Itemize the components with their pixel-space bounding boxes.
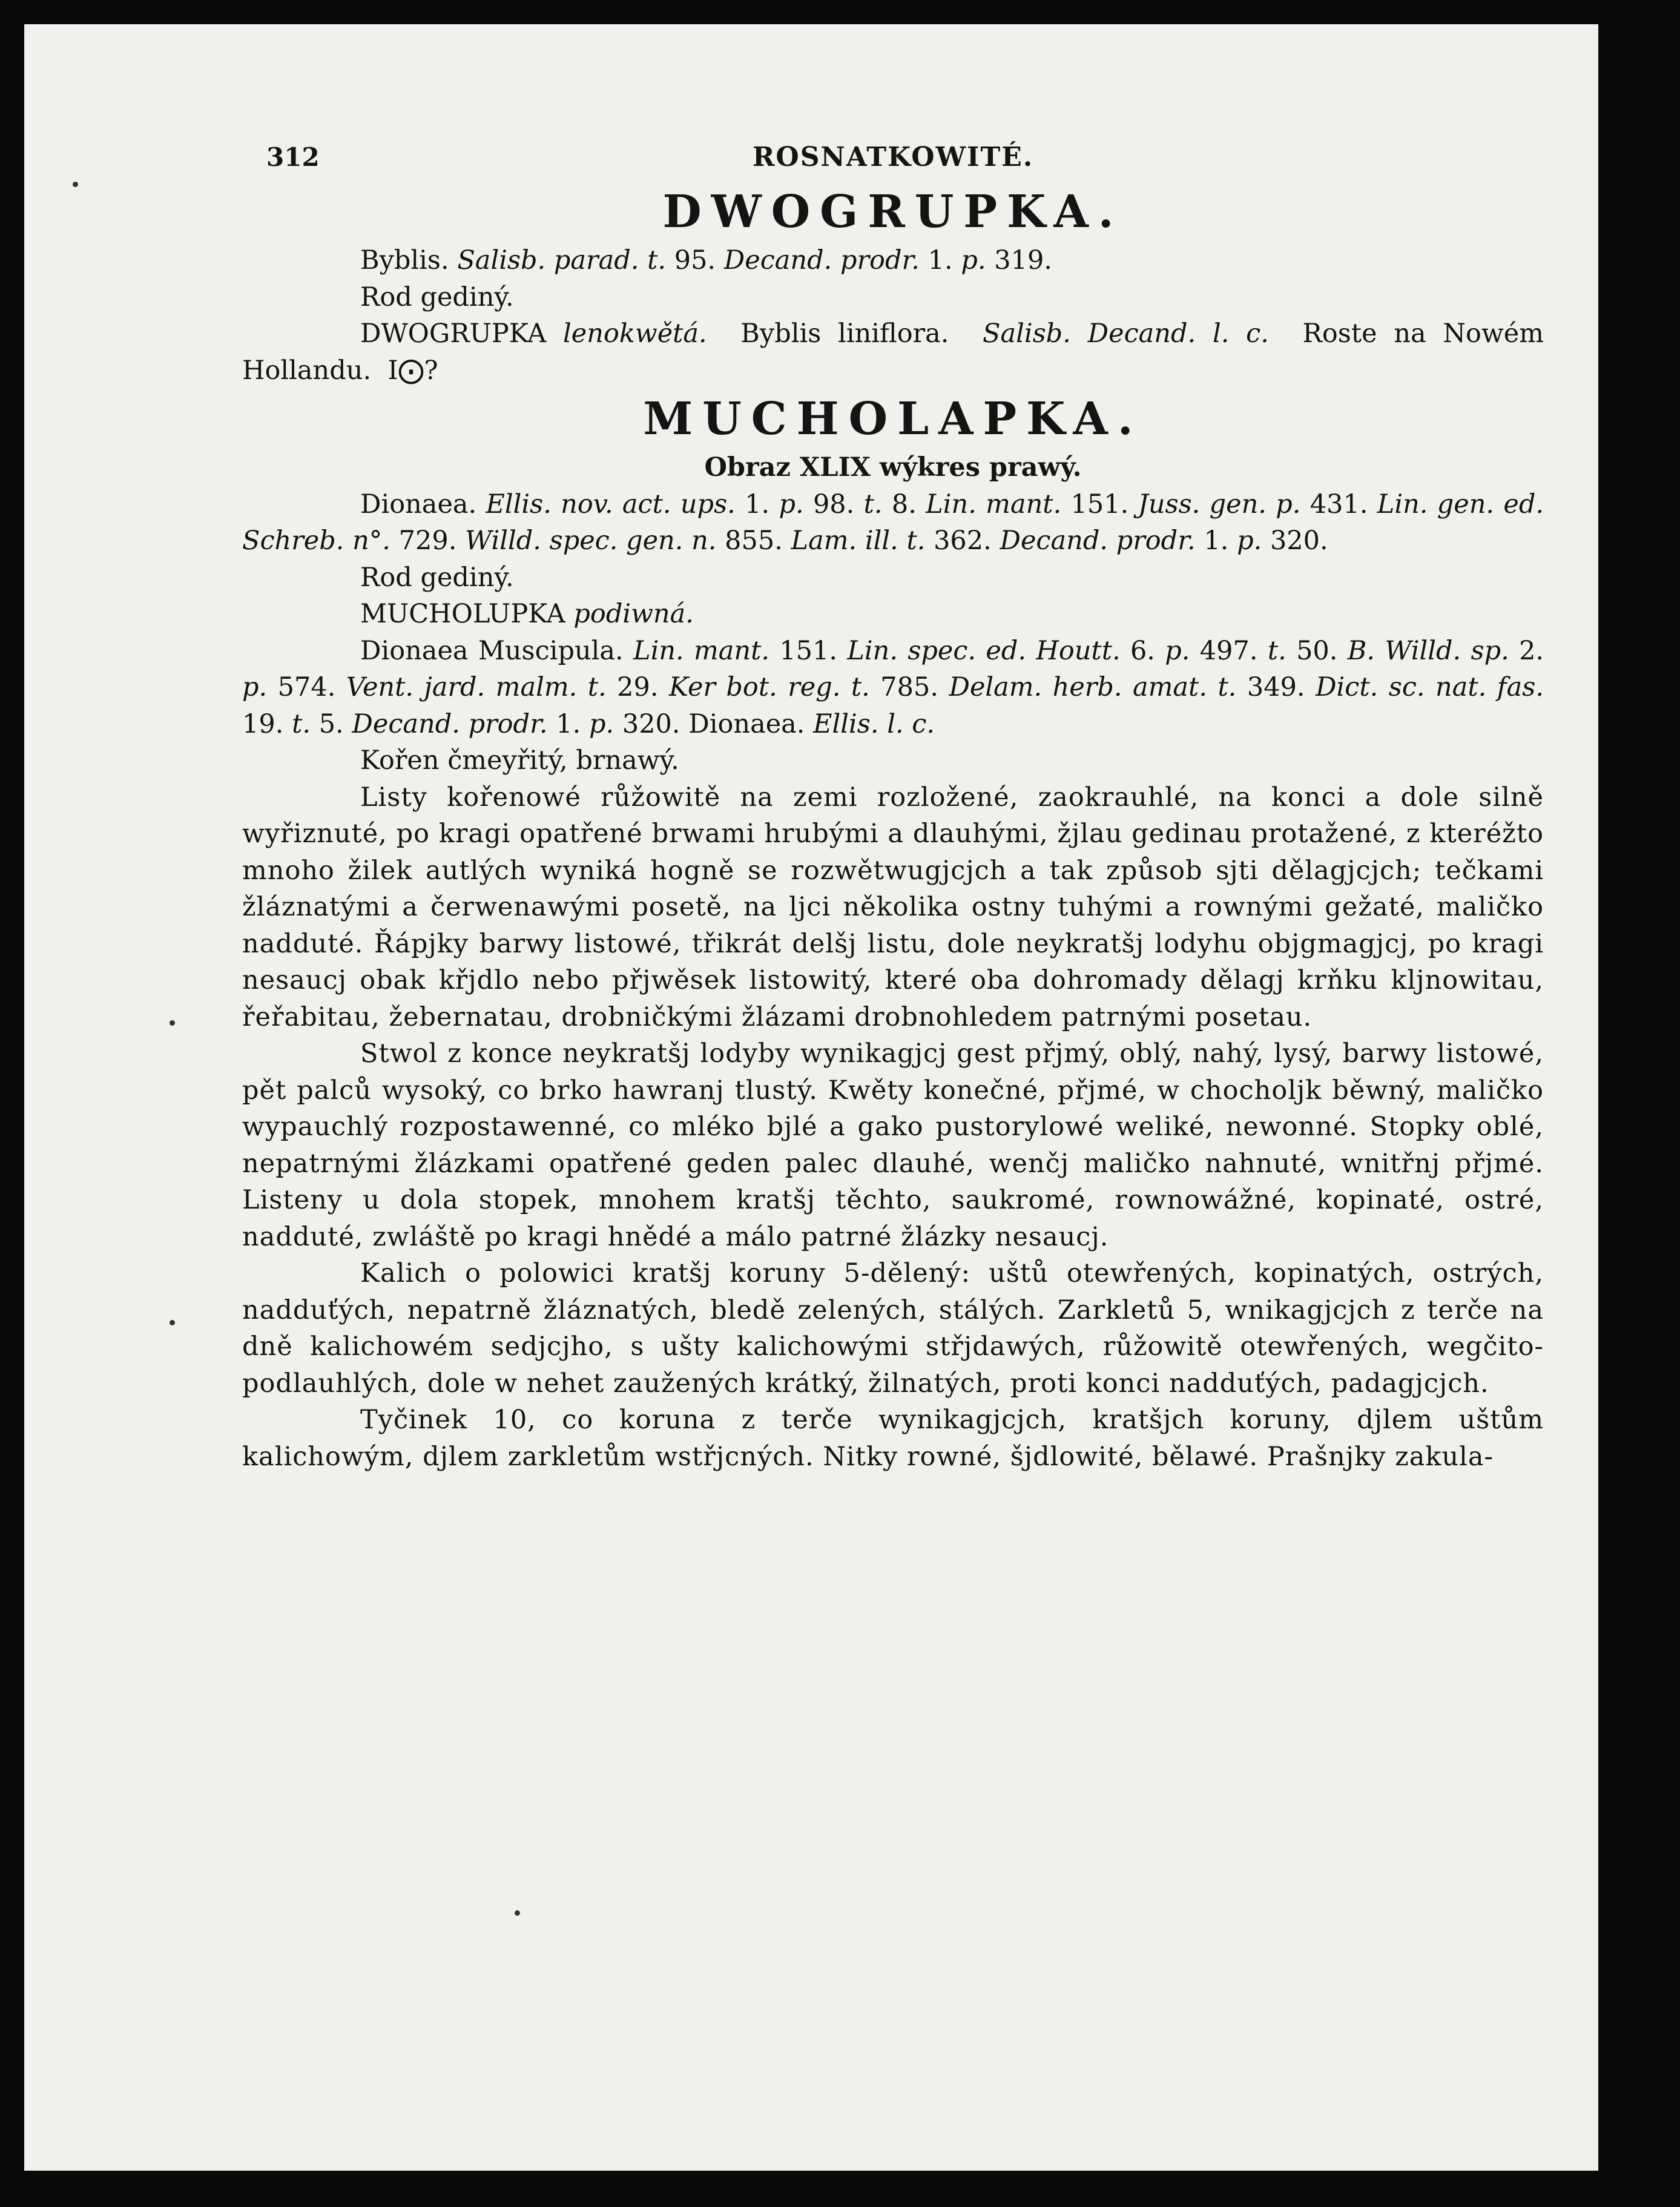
page-header [242,133,1544,182]
reference-number: 8. [891,489,917,520]
reference: t. [587,672,607,702]
duration-symbol: I⨀? [387,355,438,386]
reference-number: 349. [1247,672,1305,702]
reference: Decand. prodr. [352,708,548,739]
reference: Dict. sc. nat. fas. [1316,672,1544,702]
reference: t. [292,708,311,739]
reference: Decand. prodr. [1000,526,1196,556]
reference-number: 362. [934,526,992,556]
distribution: Roste na Nowém Hollandu. [242,318,1544,386]
reference: p. [242,672,268,702]
reference: p. [961,245,986,275]
reference-number: 2. [1519,635,1544,666]
description-stamens: Tyčinek 10, co koruna z terče wynikagjcjch, kratšjch koruny, djlem uštům kalichowým, djlem zarkletům wstřjcných. Nitky rowné, šjdlowité, bělawé. Prašnjky zakula- [242,1405,1544,1472]
description-root: Kořen čmeyřitý, brnawý. [360,745,679,776]
reference-number: 1. [927,245,953,275]
reference: t. [863,489,883,520]
description-calyx: Kalich o polowici kratšj koruny 5-dělený: uštů otewřených, kopinatých, ostrých, nadduťých, nepatrně žláznatých, bledě zelených, stálých. Zarkletů 5, wnikagjcjch z terče na dně kalichowém sedjcjho, s ušty kalichowými střjdawých, růžowitě otewřených, wegčito-podlauhlých, dole w nehet zaužených krátký, žilnatých, proti konci nadduťých, padagjcjch. [242,1258,1544,1399]
page-content [242,133,1544,1475]
reference: p. [1165,635,1190,666]
reference-number: 497. [1199,635,1258,666]
species-latin: Byblis liniflora. [740,318,949,349]
reference: Lin. gen. ed. Schreb. n°. [242,489,1544,556]
genus-name: Dionaea. [360,489,477,520]
reference-number: 320. [622,708,680,739]
plate-reference: Obraz XLIX wýkres prawý. [704,452,1082,483]
ink-speck [170,1320,175,1325]
running-title: ROSNATKOWITÉ. [752,142,1034,173]
reference-number: 1. [1204,526,1229,556]
dionaea-rod: Rod gediný. [360,562,514,593]
dionaea-species [242,596,1544,633]
description-stem: Stwol z konce neykratšj lodyby wynikagjcj gest přjmý, oblý, nahý, lysý, barwy listowé, pět palců wysoký, co brko hawranj tlustý. Kwěty konečné, přjmé, w chocholjk běwný, maličko wypauchlý rozpostawenné, co mléko bjlé a gako pustorylowé weliké, newonné. Stopky oblé, nepatrnými žlázkami opatřené geden palec dlauhé, wenčj maličko nahnuté, wnitřnj přjmé. Listeny u dola stopek, mnohem kratšj těchto, saukromé, rownowážné, kopinaté, ostré, nadduté, zwláště po kragi hnědé a málo patrné žlázky nesaucj. [242,1038,1544,1252]
genus-name: Byblis. [360,245,449,275]
reference: Lin. mant. [926,489,1062,520]
byblis-rod: Rod gediný. [360,282,514,312]
species-synonymy [242,633,1544,743]
reference-number: 6. [1130,635,1155,666]
reference-number: 50. [1296,635,1338,666]
reference: p. [779,489,804,520]
reference: Willd. spec. gen. n. [465,526,717,556]
reference-number: 320. [1270,526,1328,556]
species-epithet: lenokwětá. [563,318,707,349]
reference: B. Willd. sp. [1347,635,1509,666]
reference-number: 29. [617,672,659,702]
reference: Lin. mant. [633,635,770,666]
genus-name: Dionaea. [688,708,805,739]
byblis-synonymy [242,242,1544,279]
reference-number: 785. [880,672,939,702]
page-number: 312 [266,142,320,172]
reference: p. [588,708,614,739]
reference-number: 19. [242,708,284,739]
reference: p. [1237,526,1262,556]
byblis-species [242,315,1544,389]
species-epithet: podiwná. [573,599,694,629]
reference-number: 1. [556,708,581,739]
reference-number: 319. [994,245,1052,275]
ink-speck [73,182,78,187]
ink-speck [170,1020,175,1026]
reference-number: 5. [318,708,344,739]
reference-number: 151. [779,635,838,666]
description-leaves: Listy kořenowé růžowitě na zemi rozložené, zaokrauhlé, na konci a dole silně wyřiznuté, po kragi opatřené brwami hrubými a dlauhými, žjlau gedinau protažené, z kteréžto mnoho žilek autlých wyniká hogně se rozwětwugjcjch a tak způsob sjti dělagjcjch; tečkami žláznatými a čerwenawými posetě, na ljci několika ostny tuhými a rownými gežaté, maličko nadduté. Řápjky barwy listowé, třikrát delšj listu, dole neykratšj lodyhu objgmagjcj, po kragi nesaucj obak křjdlo nebo přjwěsek listowitý, které oba dohromady dělagj krňku kljnowitau, řeřabitau, žebernatau, drobničkými žlázami drobnohledem patrnými posetau. [242,782,1544,1032]
genus-title-mucholapka: MUCHOLAPKA. [643,393,1143,445]
species-latin: Dionaea Muscipula. [360,635,624,666]
reference: Delam. herb. amat. t. [949,672,1237,702]
dionaea-synonymy [242,486,1544,559]
reference: Decand. prodr. [723,245,920,275]
species-name: DWOGRUPKA [360,318,547,349]
book-page [24,24,1598,2171]
reference: Salisb. parad. t. [457,245,667,275]
reference: t. [1267,635,1286,666]
reference: Vent. jard. malm. [346,672,578,702]
reference: Ellis. l. c. [813,708,935,739]
ink-speck [515,1910,520,1916]
reference-number: 98. [812,489,855,520]
reference-number: 855. [725,526,783,556]
reference: Ellis. nov. act. ups. [486,489,736,520]
reference: Lin. spec. ed. Houtt. [847,635,1121,666]
reference-number: 574. [277,672,336,702]
reference: Lam. ill. t. [791,526,926,556]
genus-title-dwogrupka: DWOGRUPKA. [662,186,1124,238]
reference-number: 729. [398,526,457,556]
species-name: MUCHOLUPKA [360,599,565,629]
reference-number: 431. [1309,489,1368,520]
reference-number: 1. [745,489,770,520]
reference: Salisb. Decand. l. c. [983,318,1269,349]
reference: Juss. gen. p. [1138,489,1301,520]
reference-number: 95. [674,245,716,275]
reference-number: 151. [1070,489,1129,520]
reference: Ker bot. reg. t. [668,672,870,702]
